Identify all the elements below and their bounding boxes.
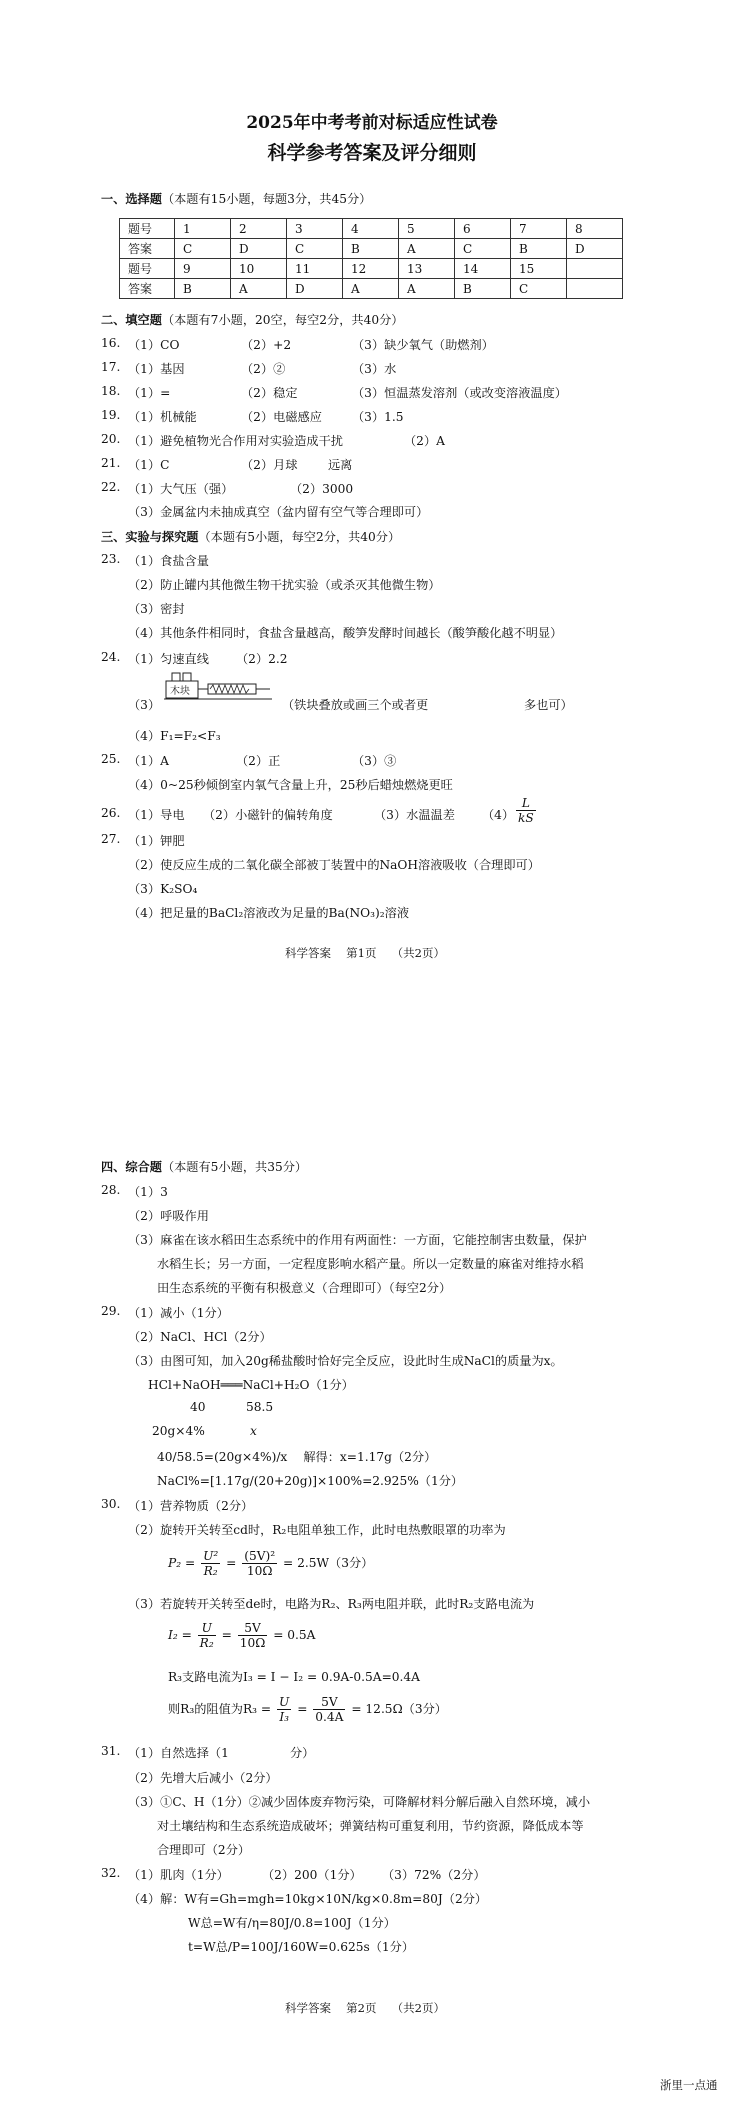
q26-answer-3: （3）水温温差 xyxy=(374,808,455,822)
q31-answer-1-tail: 分） xyxy=(290,1746,315,1760)
table-cell: 6 xyxy=(455,219,511,239)
q22-number: 22. xyxy=(101,480,121,494)
q26-answer-4: （4） xyxy=(482,808,515,822)
q28-number: 28. xyxy=(101,1183,121,1197)
q17-answer-2: （2）② xyxy=(241,362,286,376)
q24-number: 24. xyxy=(101,650,121,664)
table-cell: A xyxy=(399,279,455,299)
table-cell: B xyxy=(455,279,511,299)
q30-current-formula: I₂ = $\frac{U}{\text{R₂}}$ = $\frac{5V}{10\Omega}$ = 0.5A xyxy=(168,1621,316,1650)
q31-answer-2: （2）先增大后减小（2分） xyxy=(128,1771,278,1785)
wood-block-label: 木块 xyxy=(170,686,190,697)
q32-answer-2: （2）200（1分） xyxy=(262,1868,362,1882)
table-cell: 13 xyxy=(399,259,455,279)
q31-answer-3-line1: （3）①C、H（1分）②减少固体废弃物污染，可降解材料分解后融入自然环境，减小 xyxy=(128,1795,591,1809)
table-cell: B xyxy=(175,279,231,299)
q31-answer-3-line3: 合理即可（2分） xyxy=(157,1843,251,1857)
table-cell: A xyxy=(231,279,287,299)
q24-answer-3-tail: 多也可） xyxy=(524,698,573,712)
q31-answer-3-line2: 对土壤结构和生态系统造成破坏；弹簧结构可重复利用，节约资源，降低成本等 xyxy=(157,1819,584,1833)
table-row xyxy=(120,259,623,279)
q29-mass-naoh: 40 xyxy=(190,1400,206,1414)
q28-answer-3-line2: 水稻生长；另一方面，一定程度影响水稻产量。所以一定数量的麻雀对维持水稻 xyxy=(157,1257,584,1271)
multiple-choice-answer-table xyxy=(119,218,623,299)
q16-answer-2: （2）+2 xyxy=(241,338,292,352)
q29-actual-naoh: 20g×4% xyxy=(152,1424,205,1438)
iron-block-1 xyxy=(172,673,180,681)
table-cell: B xyxy=(511,239,567,259)
q28-answer-3-line1: （3）麻雀在该水稻田生态系统中的作用有两面性：一方面，它能控制害虫数量，保护 xyxy=(128,1233,587,1247)
table-cell: B xyxy=(343,239,399,259)
table-cell xyxy=(567,279,623,299)
table-cell: C xyxy=(455,239,511,259)
section-2-heading: 二、填空题（本题有7小题，20空，每空2分，共40分） xyxy=(101,313,404,327)
table-cell: D xyxy=(567,239,623,259)
q17-answer-1: （1）基因 xyxy=(128,362,185,376)
q18-answer-1: （1）= xyxy=(128,386,171,400)
q30-answer-2: （2）旋转开关转至cd时，R₂电阻单独工作，此时电热敷眼罩的功率为 xyxy=(128,1523,506,1537)
section-1-heading: 一、选择题（本题有15小题，每题3分，共45分） xyxy=(101,192,372,206)
q30-answer-3: （3）若旋转开关转至de时，电路为R₂、R₃两电阻并联，此时R₂支路电流为 xyxy=(128,1597,535,1611)
q25-answer-3: （3）③ xyxy=(352,754,397,768)
q23-number: 23. xyxy=(101,552,121,566)
q32-answer-4-line1: （4）解：W有=Gh=mgh=10kg×10N/kg×0.8m=80J（2分） xyxy=(128,1892,488,1906)
table-cell: 14 xyxy=(455,259,511,279)
table-cell: 12 xyxy=(343,259,399,279)
q28-answer-1: （1）3 xyxy=(128,1185,168,1199)
table-cell: 8 xyxy=(567,219,623,239)
q32-answer-4-line2: W总=W有/η=80J/0.8=100J（1分） xyxy=(188,1916,396,1930)
q16-answer-3: （3）缺少氧气（助燃剂） xyxy=(352,338,494,352)
q18-answer-2: （2）稳定 xyxy=(241,386,298,400)
q30-number: 30. xyxy=(101,1497,121,1511)
q16-answer-1: （1）CO xyxy=(128,338,180,352)
q23-answer-1: （1）食盐含量 xyxy=(128,554,209,568)
table-cell: 10 xyxy=(231,259,287,279)
q29-answer-3: （3）由图可知，加入20g稀盐酸时恰好完全反应，设此时生成NaCl的质量为x。 xyxy=(128,1354,563,1368)
table-cell: D xyxy=(287,279,343,299)
q26-number: 26. xyxy=(101,806,121,820)
q27-answer-2: （2）使反应生成的二氧化碳全部被丁装置中的NaOH溶液吸收（合理即可） xyxy=(128,858,540,872)
q20-number: 20. xyxy=(101,432,121,446)
q32-number: 32. xyxy=(101,1866,121,1880)
iron-block-2 xyxy=(183,673,191,681)
table-cell: 答案 xyxy=(120,279,175,299)
table-cell: 1 xyxy=(175,219,231,239)
q27-number: 27. xyxy=(101,832,121,846)
table-cell: 5 xyxy=(399,219,455,239)
table-cell: 3 xyxy=(287,219,343,239)
q19-number: 19. xyxy=(101,408,121,422)
exam-title: 2025年中考考前对标适应性试卷 xyxy=(246,113,498,133)
block-spring-diagram xyxy=(164,671,274,713)
q25-answer-2: （2）正 xyxy=(236,754,281,768)
table-cell: 4 xyxy=(343,219,399,239)
q20-answer-1: （1）避免植物光合作用对实验造成干扰 xyxy=(128,434,343,448)
q18-answer-3: （3）恒温蒸发溶剂（或改变溶液温度） xyxy=(352,386,567,400)
q26-fraction: $\frac{L}{kS}$ xyxy=(518,796,534,825)
q28-answer-2: （2）呼吸作用 xyxy=(128,1209,209,1223)
q32-answer-1: （1）肌肉（1分） xyxy=(128,1868,229,1882)
section-4-heading: 四、综合题（本题有5小题，共35分） xyxy=(101,1160,308,1174)
q24-answer-1: （1）匀速直线 xyxy=(128,652,209,666)
q29-ratio: 40/58.5=(20g×4%)/x 解得：x=1.17g（2分） xyxy=(157,1450,437,1464)
q17-number: 17. xyxy=(101,360,121,374)
q24-answer-3-note: （铁块叠放或画三个或者更 xyxy=(282,698,429,712)
q23-answer-2: （2）防止罐内其他微生物干扰实验（或杀灭其他微生物） xyxy=(128,578,441,592)
table-cell: C xyxy=(287,239,343,259)
q29-number: 29. xyxy=(101,1304,121,1318)
q16-number: 16. xyxy=(101,336,121,350)
q31-answer-1: （1）自然选择（1 xyxy=(128,1746,229,1760)
q29-mass-nacl: 58.5 xyxy=(246,1400,274,1414)
q30-r3-current: R₃支路电流为I₃ = I − I₂ = 0.9A-0.5A=0.4A xyxy=(168,1670,420,1684)
q29-answer-2: （2）NaCl、HCl（2分） xyxy=(128,1330,272,1344)
table-row xyxy=(120,279,623,299)
page-1-footer: 科学答案 第1页 （共2页） xyxy=(285,946,445,960)
section-3-heading: 三、实验与探究题（本题有5小题，每空2分，共40分） xyxy=(101,530,401,544)
q30-answer-1: （1）营养物质（2分） xyxy=(128,1499,254,1513)
q22-answer-2: （2）3000 xyxy=(290,482,354,496)
q32-answer-4-line3: t=W总/P=100J/160W=0.625s（1分） xyxy=(188,1940,415,1954)
table-row xyxy=(120,219,623,239)
q17-answer-3: （3）水 xyxy=(352,362,397,376)
q27-answer-3: （3）K₂SO₄ xyxy=(128,882,198,896)
q28-answer-3-line3: 田生态系统的平衡有积极意义（合理即可）（每空2分） xyxy=(157,1281,452,1295)
q23-answer-3: （3）密封 xyxy=(128,602,185,616)
q22-answer-3: （3）金属盆内未抽成真空（盆内留有空气等合理即可） xyxy=(128,505,429,519)
q23-answer-4: （4）其他条件相同时，食盐含量越高，酸笋发酵时间越长（酸笋酸化越不明显） xyxy=(128,626,563,640)
q32-answer-3: （3）72%（2分） xyxy=(382,1868,486,1882)
table-cell: 15 xyxy=(511,259,567,279)
table-cell: A xyxy=(399,239,455,259)
q24-answer-4: （4）F₁=F₂<F₃ xyxy=(128,729,221,743)
q21-answer-3: 远离 xyxy=(328,458,353,472)
q25-answer-4: （4）0~25秒倾倒室内氧气含量上升，25秒后蜡烛燃烧更旺 xyxy=(128,778,453,792)
table-cell: D xyxy=(231,239,287,259)
answer-key-title: 科学参考答案及评分细则 xyxy=(267,142,477,164)
q21-answer-2: （2）月球 xyxy=(241,458,298,472)
q26-answer-2: （2）小磁针的偏转角度 xyxy=(203,808,333,822)
q26-answer-1: （1）导电 xyxy=(128,808,185,822)
q31-number: 31. xyxy=(101,1744,121,1758)
table-cell: 题号 xyxy=(120,219,175,239)
table-row xyxy=(120,239,623,259)
page-2-footer: 科学答案 第2页 （共2页） xyxy=(285,2001,445,2015)
table-cell: 9 xyxy=(175,259,231,279)
source-watermark: 浙里一点通 xyxy=(660,2078,718,2092)
table-cell: 答案 xyxy=(120,239,175,259)
q25-answer-1: （1）A xyxy=(128,754,169,768)
q29-unknown-x: x xyxy=(250,1424,257,1438)
table-cell xyxy=(567,259,623,279)
q29-percentage: NaCl%=[1.17g/(20+20g)]×100%=2.925%（1分） xyxy=(157,1474,464,1488)
q25-number: 25. xyxy=(101,752,121,766)
q24-answer-2: （2）2.2 xyxy=(236,652,288,666)
table-cell: 2 xyxy=(231,219,287,239)
q19-answer-3: （3）1.5 xyxy=(352,410,404,424)
q30-r3-resistance: 则R₃的阻值为R₃ = $\frac{U}{\text{I₃}}$ = $\frac{5V}{0.4A}$ = 12.5Ω（3分） xyxy=(168,1695,447,1724)
q22-answer-1: （1）大气压（强） xyxy=(128,482,234,496)
q20-answer-2: （2）A xyxy=(404,434,445,448)
q30-power-formula: P₂ = $\frac{\text{U²}}{\text{R₂}}$ = $\frac{\text{(5V)²}}{10\Omega}$ = 2.5W（3分） xyxy=(168,1549,374,1578)
q29-equation: HCl+NaOH═══NaCl+H₂O（1分） xyxy=(148,1378,354,1392)
table-cell: 题号 xyxy=(120,259,175,279)
table-cell: 11 xyxy=(287,259,343,279)
q29-answer-1: （1）减小（1分） xyxy=(128,1306,229,1320)
q21-number: 21. xyxy=(101,456,121,470)
table-cell: A xyxy=(343,279,399,299)
q27-answer-4: （4）把足量的BaCl₂溶液改为足量的Ba(NO₃)₂溶液 xyxy=(128,906,410,920)
q19-answer-1: （1）机械能 xyxy=(128,410,197,424)
q21-answer-1: （1）C xyxy=(128,458,170,472)
q19-answer-2: （2）电磁感应 xyxy=(241,410,322,424)
q24-answer-3-label: （3） xyxy=(128,698,161,712)
q18-number: 18. xyxy=(101,384,121,398)
q27-answer-1: （1）钾肥 xyxy=(128,834,185,848)
table-cell: 7 xyxy=(511,219,567,239)
table-cell: C xyxy=(511,279,567,299)
table-cell: C xyxy=(175,239,231,259)
